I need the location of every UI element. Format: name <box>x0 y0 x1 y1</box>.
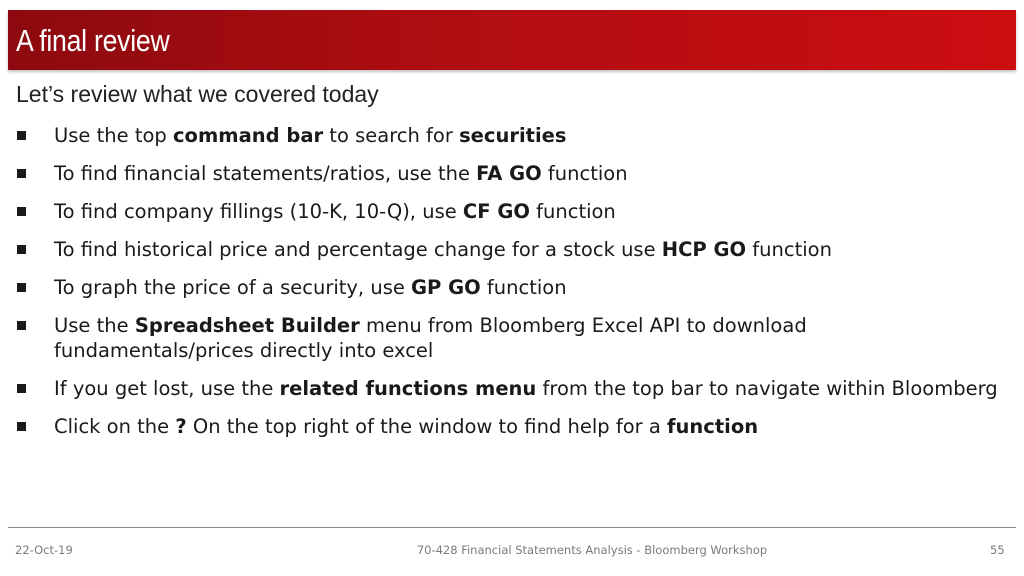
bullet-text: To graph the price of a security, use <box>54 276 412 299</box>
bullet-item <box>0 376 1004 401</box>
bullet-emphasis: related functions menu <box>279 377 537 400</box>
bullet-text: menu from Bloomberg Excel API to download fundamentals/prices directly into excel <box>54 314 807 362</box>
bullet-item <box>0 123 1004 148</box>
square-bullet-icon <box>17 283 26 292</box>
bullet-text: On the top right of the window to find help for a <box>186 415 668 438</box>
square-bullet-icon <box>17 131 26 140</box>
bullet-text: from the top bar to navigate within Bloomberg <box>536 377 998 400</box>
square-bullet-icon <box>17 207 26 216</box>
footer-date: 22-Oct-19 <box>15 543 73 557</box>
slide-subtitle: Let’s review what we covered today <box>16 81 379 107</box>
bullet-emphasis: function <box>667 415 759 438</box>
square-bullet-icon <box>17 169 26 178</box>
bullet-item <box>0 237 1004 262</box>
bullet-emphasis: HCP GO <box>661 238 747 261</box>
bullet-text: To find historical price and percentage change for a stock use <box>54 238 662 261</box>
bullet-text: function <box>746 238 832 261</box>
bullet-item <box>0 275 1004 300</box>
slide-number: 55 <box>990 543 1005 557</box>
slide-title: A final review <box>16 23 170 58</box>
bullet-item <box>0 161 1004 186</box>
bullet-emphasis: command bar <box>172 124 324 147</box>
square-bullet-icon <box>17 422 26 431</box>
footer-divider <box>8 527 1016 528</box>
bullet-emphasis: FA GO <box>476 162 542 185</box>
footer-course-title: 70-428 Financial Statements Analysis - Bloomberg Workshop <box>416 543 768 557</box>
bullet-text: Click on the <box>54 415 176 438</box>
bullet-emphasis: securities <box>459 124 567 147</box>
bullet-text: to search for <box>323 124 460 147</box>
bullet-list <box>0 123 1024 452</box>
bullet-text: function <box>480 276 567 299</box>
bullet-text: Use the <box>54 314 135 337</box>
square-bullet-icon <box>17 245 26 254</box>
bullet-item <box>0 199 1004 224</box>
bullet-emphasis: ? <box>175 415 187 438</box>
bullet-emphasis: Spreadsheet Builder <box>134 314 360 337</box>
bullet-text: If you get lost, use the <box>54 377 280 400</box>
bullet-item <box>0 414 1004 439</box>
bullet-text: Use the top <box>54 124 173 147</box>
bullet-text: function <box>529 200 616 223</box>
square-bullet-icon <box>17 384 26 393</box>
title-bar <box>8 10 1016 70</box>
bullet-text: function <box>541 162 628 185</box>
bullet-text: To find company fillings (10-K, 10-Q), use <box>54 200 463 223</box>
bullet-item <box>0 313 1004 363</box>
square-bullet-icon <box>17 321 26 330</box>
bullet-emphasis: GP GO <box>411 276 481 299</box>
bullet-text: To find financial statements/ratios, use the <box>54 162 477 185</box>
bullet-emphasis: CF GO <box>462 200 530 223</box>
